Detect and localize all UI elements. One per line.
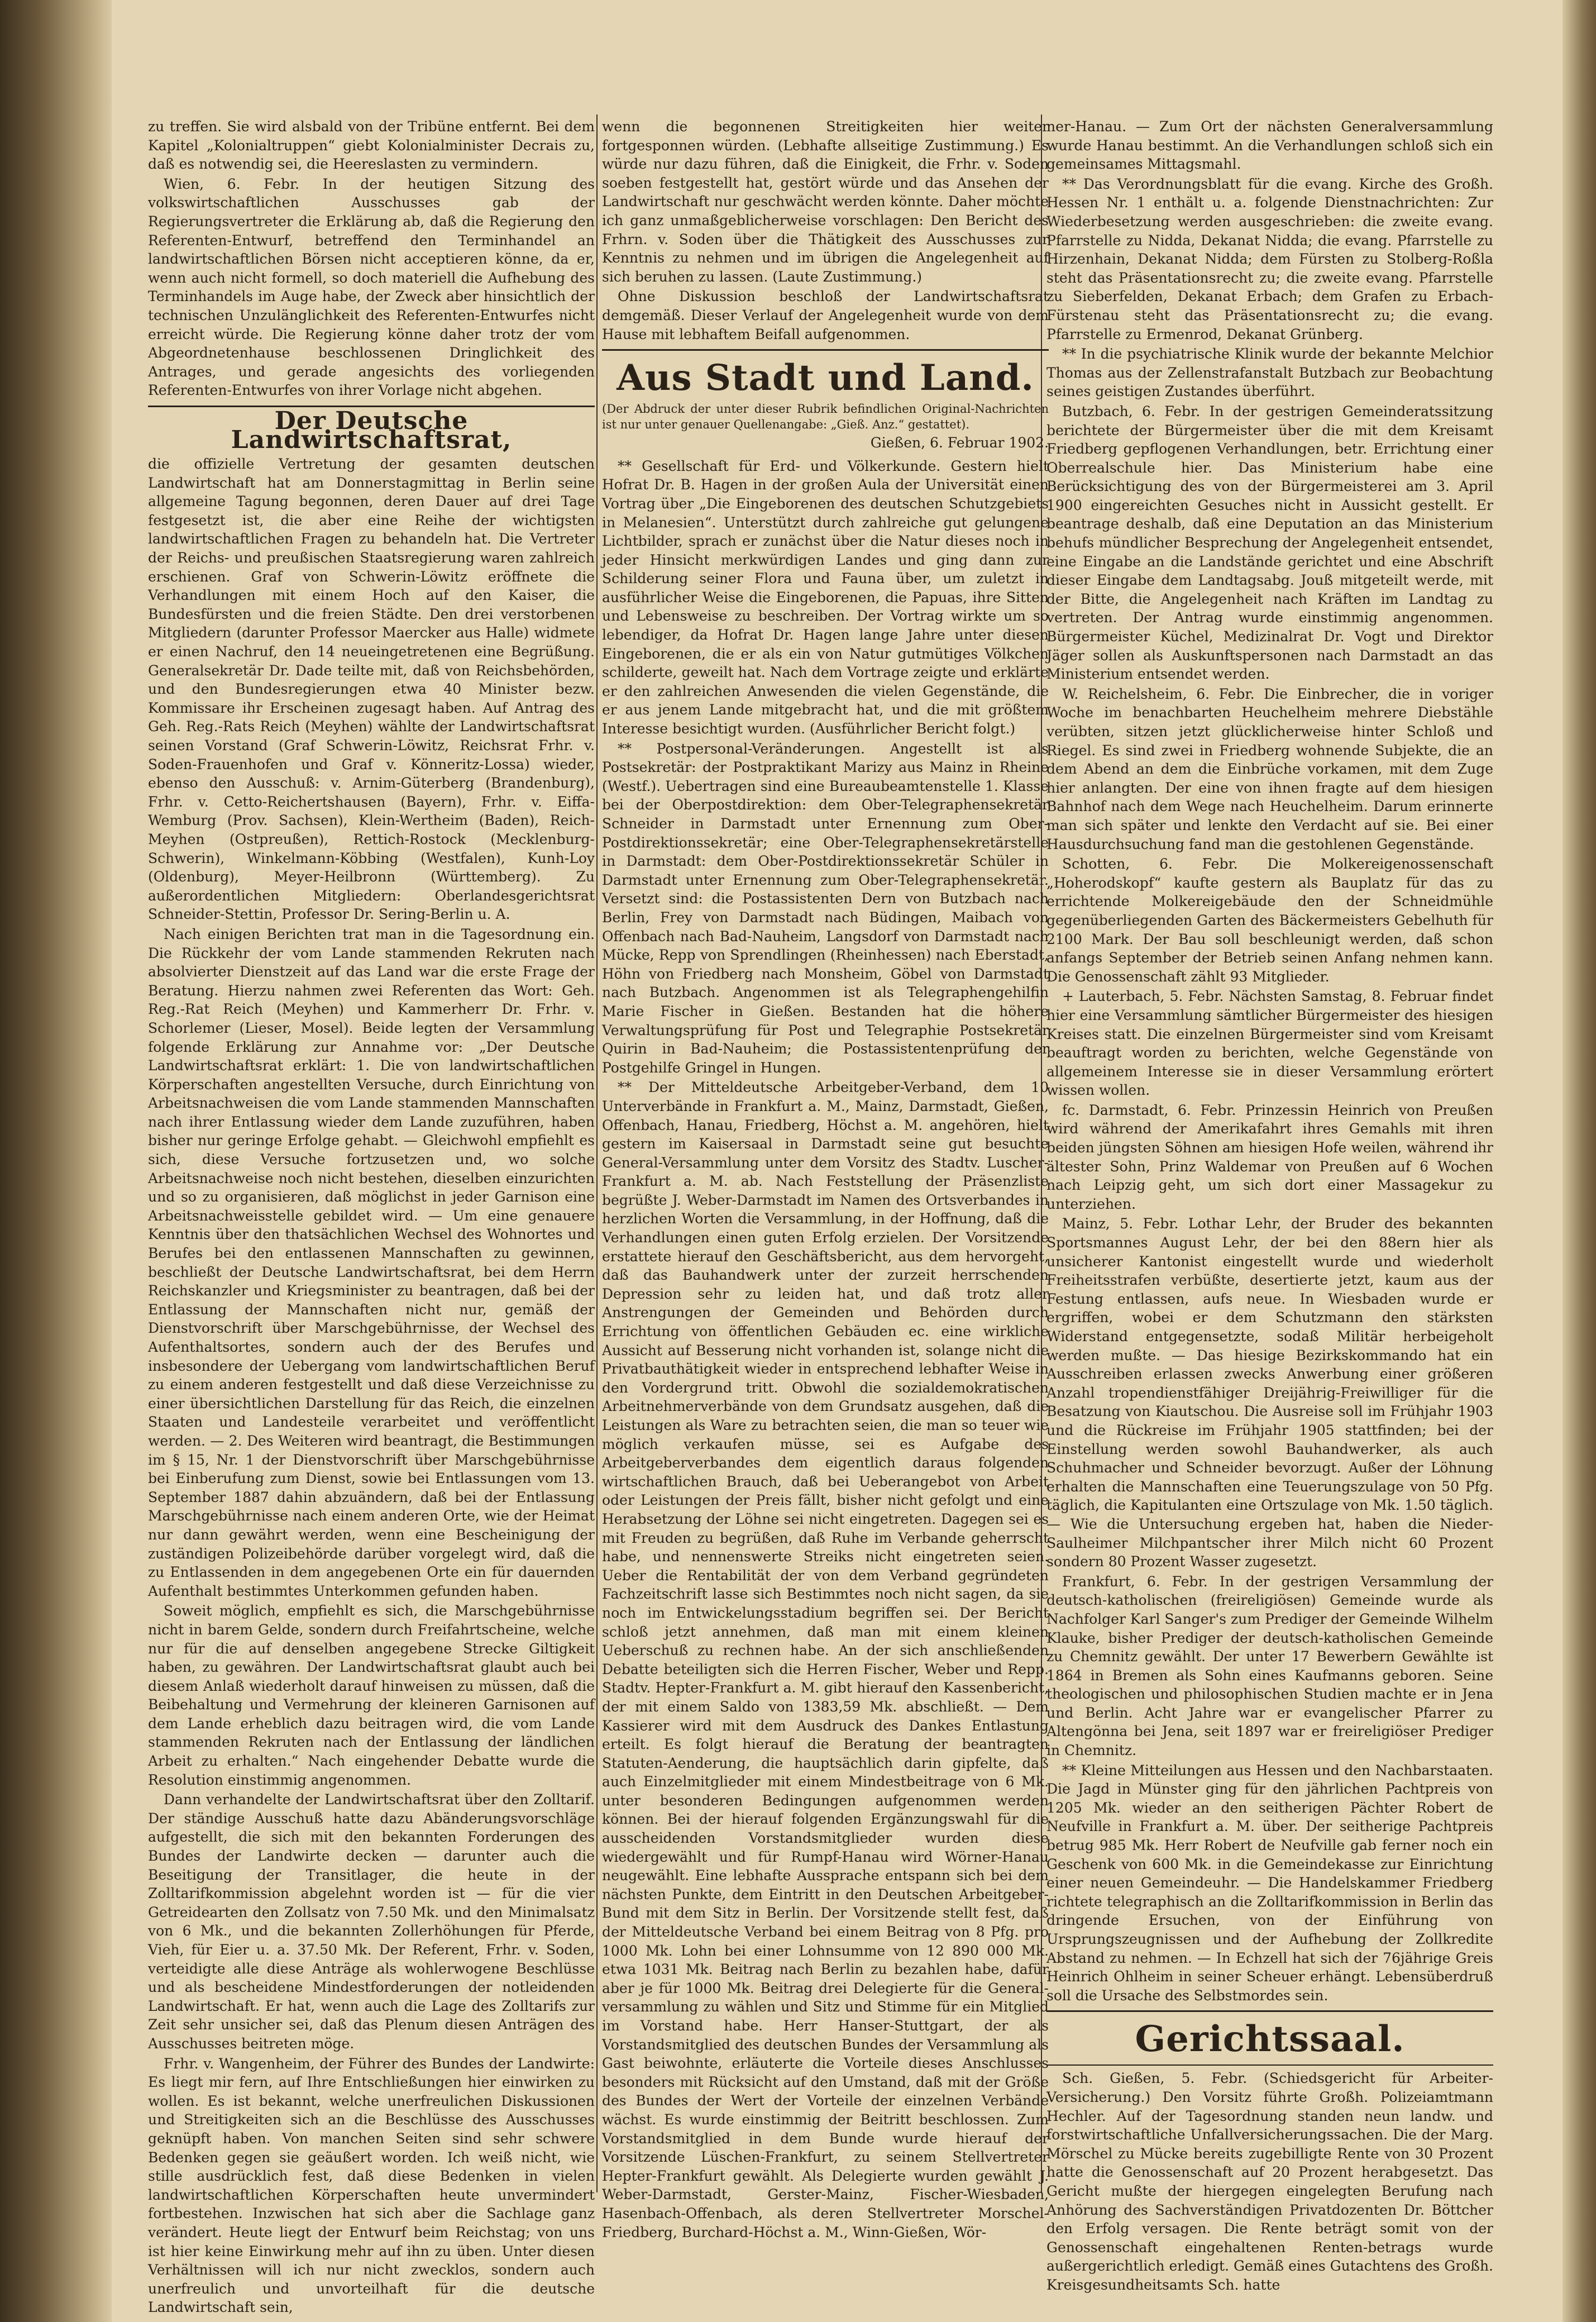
paragraph: Butzbach, 6. Febr. In der gestrigen Gemeinderatssitzung berichtete der Bürgermeister über die mit dem Kreisamt Friedberg gepflogenen Verhandlungen, betr. Errichtung einer Oberrealschule hier. Das Ministerium habe eine Berücksichtigung des von der Bürgermeisterei am 3. April 1900 eingereichten Gesuches nicht in Aussicht gestellt. Er beantrage deshalb, daß eine Deputation an das Ministerium behufs mündlicher Besprechung der Angelegenheit entsendet, eine Eingabe an die Landstände gerichtet und eine Abschrift dieser Eingabe dem Landtagsabg. Jouß mitgeteilt werde, mit der Bitte, die Angelegenheit nach Kräften im Landtag zu vertreten. Der Antrag wurde einstimmig angenommen. Bürgermeister Küchel, Medizinalrat Dr. Vogt und Direktor Jäger sollen als Auskunftspersonen nach Darmstadt an das Ministerium entsendet werden. <box>1047 403 1493 683</box>
paragraph: Ohne Diskussion beschloß der Landwirtschaftsrat demgemäß. Dieser Verlauf der Angelegenheit wurde von dem Hause mit lebhaftem Beifall aufgenommen. <box>602 288 1049 342</box>
paragraph: Frhr. v. Wangenheim, der Führer des Bundes der Landwirte: Es liegt mir fern, auf Ihre Entschließungen hier einwirken zu wollen. Es ist bekannt, welche unerfreulichen Diskussionen und Streitigkeiten sich an die Beschlüsse des Ausschusses geknüpft haben. Von manchen Seiten sind sehr schwere Bedenken gegen sie geäußert worden. Ich weiß nicht, wie stille ausdrücklich fest, daß diese Bedenken in vielen landwirtschaftlichen Körperschaften heute unvermindert fortbestehen. Inzwischen hat sich aber die Sachlage ganz verändert. Heute liegt der Entwurf beim Reichstag; von uns ist hier keine Einwirkung mehr auf ihn zu üben. Unter diesen Verhältnissen will ich nur nicht zwecklos, sondern auch unerfreulich und unvorteilhaft für die deutsche Landwirtschaft sein, <box>148 2055 595 2316</box>
paragraph: Frankfurt, 6. Febr. In der gestrigen Versammlung der deutsch-katholischen (freireligiösen) Gemeinde wurde als Nachfolger Karl Sanger's zum Prediger der Gemeinde Wilhelm Klauke, bisher Prediger der deutsch-katholischen Gemeinde zu Chemnitz gewählt. Der unter 17 Bewerbern Gewählte ist 1864 in Bremen als Sohn eines Kaufmanns geboren. Seine theologischen und philosophischen Studien machte er in Jena und Berlin. Acht Jahre war er evangelischer Pfarrer zu Altengönna bei Jena, seit 1897 war er freireligiöser Prediger in Chemnitz. <box>1047 1573 1493 1759</box>
reprint-note: (Der Abdruck der unter dieser Rubrik befindlichen Original-Nachrichten ist nur unter genauer Quellenangabe: „Gieß. Anz.“ gestattet). <box>602 402 1049 432</box>
paragraph: + Lauterbach, 5. Febr. Nächsten Samstag, 8. Februar findet hier eine Versammlung sämtlicher Bürgermeister des hiesigen Kreises statt. Die einzelnen Bürgermeister sind vom Kreisamt beauftragt worden zu berichten, welche Gegenstände von allgemeinem Interesse sie in dieser Versammlung erörtert wissen wollen. <box>1047 988 1493 1099</box>
paragraph: fc. Darmstadt, 6. Febr. Prinzessin Heinrich von Preußen wird während der Amerikafahrt ihres Gemahls mit ihren beiden jüngsten Söhnen am hiesigen Hofe weilen, während ihr ältester Sohn, Prinz Waldemar von Preußen auf 6 Wochen nach Leipzig geht, um sich dort einer Massagekur zu unterziehen. <box>1047 1102 1493 1212</box>
column-divider <box>596 115 598 2192</box>
paragraph: Schotten, 6. Febr. Die Molkereigenossenschaft „Hoherodskopf“ kaufte gestern als Bauplatz für das zu errichtende Molkereigebäude den der Schneidmühle gegenüberliegenden Garten des Bäckermeisters Gebelhuth für 2100 Mark. Der Bau soll beschleunigt werden, daß schon anfangs September der Betrieb seinen Anfang nehmen kann. Die Genossenschaft zählt 93 Mitglieder. <box>1047 856 1493 985</box>
paragraph: ** Der Mitteldeutsche Arbeitgeber-Verband, dem 10 Unterverbände in Frankfurt a. M., Mainz, Darmstadt, Gießen, Offenbach, Hanau, Friedberg, Höchst a. M. angehören, hielt gestern im Kaisersaal in Darmstadt seine gut besuchte General-Versammlung unter dem Vorsitz des Stadtv. Luscher-Frankfurt a. M. ab. Nach Feststellung der Präsenzliste begrüßte J. Weber-Darmstadt im Namen des Ortsverbandes in herzlichen Worten die Versammlung, in der Hoffnung, daß die Verhandlungen einen guten Erfolg erzielen. Der Vorsitzende erstattete hierauf den Geschäftsbericht, aus dem hervorgeht, daß das Bauhandwerk unter der zurzeit herrschenden Depression sehr zu leiden hat, und daß trotz aller Anstrengungen der Gemeinden und Behörden durch Errichtung von öffentlichen Gebäuden ec. eine wirkliche Aussicht auf Besserung nicht vorhanden ist, solange nicht die Privatbauthätigkeit wieder in entsprechend lebhafter Weise in den Vordergrund tritt. Obwohl die sozialdemokratischen Arbeitnehmerverbände von dem Grundsatz ausgehen, daß die Leistungen als Ware zu betrachten seien, die man so teuer wie möglich verkaufen müsse, sei es Aufgabe des Arbeitgeberverbandes dem eigentlich daraus folgenden wirtschaftlichen Brauch, daß bei Ueberangebot von Arbeit oder Leistungen der Preis fällt, bisher nicht gefolgt und eine Herabsetzung der Löhne sei nicht eingetreten. Dagegen sei es mit Freuden zu begrüßen, daß Ruhe im Verbande geherrscht habe, und nennenswerte Streiks nicht eingetreten seien. Ueber die Rentabilität der von dem Verband gegründeten Fachzeitschrift lasse sich Bestimmtes noch nicht sagen, da sie noch im Entwickelungsstadium begriffen sei. Der Bericht schloß jetzt annehmen, daß man mit einem kleinen Ueberschuß zu rechnen habe. An der sich anschließenden Debatte beteiligten sich die Herren Fischer, Weber und Repp. Stadtv. Hepter-Frankfurt a. M. gibt hierauf den Kassenbericht, der mit einem Saldo von 1383,59 Mk. abschließt. — Dem Kassierer wird mit dem Ausdruck des Dankes Entlastung erteilt. Es folgt hierauf die Beratung der beantragten Statuten-Aenderung, die hauptsächlich darin gipfelte, daß auch Einzelmitglieder mit einem Mindestbeitrage von 6 Mk. unter besonderen Bedingungen aufgenommen werden können. Bei der hierauf folgenden Ergänzungswahl für die ausscheidenden Vorstandsmitglieder wurden diese wiedergewählt und für Rumpf-Hanau wird Wörner-Hanau neugewählt. Eine lebhafte Aussprache entspann sich bei dem nächsten Punkte, dem Eintritt in den Deutschen Arbeitgeber-Bund mit dem Sitz in Berlin. Der Vorsitzende stellt fest, daß der Mitteldeutsche Verband bei einem Beitrag von 8 Pfg. pro 1000 Mk. Lohn bei einer Lohnsumme von 12 890 000 Mk. etwa 1031 Mk. Beitrag nach Berlin zu bezahlen habe, dafür aber je für 1000 Mk. Beitrag drei Delegierte für die General-versammlung zu wählen und Sitz und Stimme für ein Mitglied im Vorstand habe. Herr Hanser-Stuttgart, der als Vorstandsmitglied des deutschen Bundes der Versammlung als Gast beiwohnte, erläuterte die Vorteile dieses Anschlusses besonders mit Rücksicht auf den Umstand, daß mit der Größe des Bundes der Wert der Vorteile der einzelnen Verbände wächst. Es wurde einstimmig der Beitritt beschlossen. Zum Vorstandsmitglied in dem Bunde wurde hierauf der Vorsitzende Lüschen-Frankfurt, zu seinem Stellvertreter Hepter-Frankfurt gewählt. Als Delegierte wurden gewählt J. Weber-Darmstadt, Gerster-Mainz, Fischer-Wiesbaden, Hasenbach-Offenbach, als deren Stellvertreter Morschel-Friedberg, Burchard-Höchst a. M., Winn-Gießen, Wör- <box>602 1079 1049 2240</box>
paragraph: Dann verhandelte der Landwirtschaftsrat über den Zolltarif. Der ständige Ausschuß hatte dazu Abänderungsvorschläge aufgestellt, die sich mit den bekannten Forderungen des Bundes der Landwirte decken — darunter auch die Beseitigung der Transitlager, die heute in der Zolltarifkommission abgelehnt worden ist — für die vier Getreidearten den Zollsatz von 7.50 Mk. und den Minimalsatz von 6 Mk., und die bekannten Zollerhöhungen für Pferde, Vieh, für Eier u. a. 37.50 Mk. Der Referent, Frhr. v. Soden, verteidigte alle diese Anträge als wohlerwogene Beschlüsse und als bescheidene Mindestforderungen der notleidenden Landwirtschaft. Er hat, wenn auch die Lage des Zolltarifs zur Zeit sehr unsicher sei, daß das Plenum diesen Anträgen des Ausschusses beitreten möge. <box>148 1791 595 2052</box>
column-1 <box>148 117 595 2316</box>
paragraph: Wien, 6. Febr. In der heutigen Sitzung des volkswirtschaftlichen Ausschusses gab der Regierungsvertreter die Erklärung ab, daß die Regierung den Referenten-Entwurf, betreffend den Terminhandel an landwirtschaftlichen Börsen nicht acceptieren könne, da er, wenn auch nicht formell, so doch materiell die Aufhebung des Terminhandels im Auge habe, der Zweck aber hinsichtlich der technischen Unzulänglichkeit des Referenten-Entwurfes nicht erreicht würde. Die Regierung könne daher trotz der vom Abgeordnetenhause beschlossenen Dringlichkeit des Antrages, und gerade angesichts des vorliegenden Referenten-Entwurfes von ihrer Vorlage nicht abgehen. <box>148 175 595 399</box>
paragraph: ** Postpersonal-Veränderungen. Angestellt ist als Postsekretär: der Postpraktikant Marizy aus Mainz in Rheine (Westf.). Uebertragen sind eine Bureaubeamtenstelle 1. Klasse bei der Oberpostdirektion: dem Ober-Telegraphensekretär Schneider in Darmstadt unter Ernennung zum Ober-Postdirektionssekretär; eine Ober-Telegraphensekretärstelle in Darmstadt: dem Ober-Postdirektionssekretär Schüler in Darmstadt unter Ernennung zum Ober-Telegraphensekretär. Versetzt sind: die Postassistenten Dern von Butzbach nach Berlin, Frey von Darmstadt nach Büdingen, Maibach von Offenbach nach Bad-Nauheim, Langsdorf von Darmstadt nach Mücke, Repp von Sprendlingen (Rheinhessen) nach Eberstadt, Höhn von Friedberg nach Monsheim, Göbel von Darmstadt nach Butzbach. Angenommen ist als Telegraphengehilfin Marie Fischer in Gießen. Bestanden hat die höhere Verwaltungsprüfung für Post und Telegraphie Postsekretär Quirin in Bad-Nauheim; die Postassistentenprüfung der Postgehilfe Gringel in Hungen. <box>602 740 1049 1076</box>
section-rule <box>602 349 1049 351</box>
paragraph: ner-Hanau. — Zum Ort der nächsten Generalversammlung wurde Hanau bestimmt. An die Verhandlungen schloß sich ein gemeinsames Mittagsmahl. <box>1047 118 1493 173</box>
paragraph: Mainz, 5. Febr. Lothar Lehr, der Bruder des bekannten Sportsmannes August Lehr, der bei den 88ern hier als unsicherer Kantonist eingestellt wurde und wiederholt Freiheitsstrafen verbüßte, desertierte jetzt, kaum aus der Festung entlassen, aufs neue. In Wiesbaden wurde er ergriffen, wobei er dem Schutzmann den stärksten Widerstand entgegensetzte, sodaß Militär herbeigeholt werden mußte. — Das hiesige Bezirkskommando hat ein Ausschreiben erlassen zwecks Anwerbung einer größeren Anzahl tropendienstfähiger Dreijährig-Freiwilliger für die Besatzung von Kiautschou. Die Ausreise soll im Frühjahr 1903 und die Rückreise im Frühjahr 1905 stattfinden; bei der Einstellung werden sowohl Bauhandwerker, als auch Schuhmacher und Schneider bevorzugt. Außer der Löhnung erhalten die Mannschaften eine Teuerungszulage von 50 Pfg. täglich, die Kapitulanten eine Ortszulage von Mk. 1.50 täglich. — Wie die Untersuchung ergeben hat, haben die Nieder-Saulheimer Milchpantscher ihrer Milch nicht 60 Prozent sondern 80 Prozent Wasser zugesetzt. <box>1047 1215 1493 1570</box>
book-spine <box>0 0 112 2322</box>
paragraph: Nach einigen Berichten trat man in die Tagesordnung ein. Die Rückkehr der vom Lande stammenden Rekruten nach absolvierter Dienstzeit auf das Land war die erste Frage der Beratung. Hierzu nahmen zwei Referenten das Wort: Geh. Reg.-Rat Reich (Meyhen) und Kammerherr Dr. Frhr. v. Schorlemer (Lieser, Mosel). Beide legten der Versammlung folgende Erklärung zur Annahme vor: „Der Deutsche Landwirtschaftsrat erklärt: 1. Die von landwirtschaftlichen Körperschaften angestellten Versuche, durch Einrichtung von Arbeitsnachweisen die vom Lande stammenden Mannschaften nach ihrer Entlassung wieder dem Lande zuzuführen, haben bisher nur geringe Erfolge gehabt. — Gleichwohl empfiehlt es sich, diese Versuche fortzusetzen und, wo solche Arbeitsnachweise noch nicht bestehen, dieselben einzurichten und so zu organisieren, daß möglichst in jeder Garnison eine Arbeitsnachweisstelle gebildet wird. — Um eine genauere Kenntnis über den thatsächlichen Wechsel des Wohnortes und Berufes bei den entlassenen Mannschaften zu gewinnen, beschließt der Deutsche Landwirtschaftsrat, bei dem Herrn Reichskanzler und Kriegsminister zu beantragen, daß bei der Entlassung der Mannschaften nicht nur, gemäß der Dienstvorschrift über Marschgebührnisse, der Wechsel des Aufenthaltsortes, sondern auch der des Berufes und insbesondere der Uebergang vom landwirtschaftlichen Beruf zu einem anderen festgestellt und daß diese Verzeichnisse zu einer übersichtlichen Darstellung für das Reich, die einzelnen Staaten und Landesteile verarbeitet und veröffentlicht werden. — 2. Des Weiteren wird beantragt, die Bestimmungen im § 15, Nr. 1 der Dienstvorschrift über Marschgebührnisse bei Einberufung zum Dienst, sowie bei Entlassungen vom 13. September 1887 dahin abzuändern, daß bei der Entlassung Marschgebührnisse nach einem anderen Orte, wie der Heimat nur dann gewährt werden, wenn eine Bescheinigung der zuständigen Polizeibehörde darüber vorgelegt wird, daß die zu Entlassenden in dem angegebenen Orte ein für dauernden Aufenthalt bestimmtes Unterkommen gefunden haben. <box>148 926 595 1599</box>
paragraph: Sch. Gießen, 5. Febr. (Schiedsgericht für Arbeiter-Versicherung.) Den Vorsitz führte Großh. Polizeiamtmann Hechler. Auf der Tagesordnung standen neun landw. und forstwirtschaftliche Unfallversicherungssachen. Die der Marg. Mörschel zu Mücke bereits zugebilligte Rente von 30 Prozent hatte die Genossenschaft auf 20 Prozent herabgesetzt. Das Gericht mußte der hiergegen eingelegten Berufung nach Anhörung des Sachverständigen Privatdozenten Dr. Böttcher den Erfolg versagen. Die Rente beträgt somit von der Genossenschaft eingehaltenen Renten-betrags wurde außergerichtlich erledigt. Gemäß eines Gutachtens des Großh. Kreisgesundheitsamts Sch. hatte <box>1047 2070 1493 2293</box>
paragraph: die offizielle Vertretung der gesamten deutschen Landwirtschaft hat am Donnerstagmittag in Berlin seine allgemeine Tagung begonnen, deren Dauer auf drei Tage festgesetzt ist, die aber eine Reihe der wichtigsten landwirtschaftlichen Fragen zu behandeln hat. Die Vertreter der Reichs- und preußischen Staatsregierung waren zahlreich erschienen. Graf von Schwerin-Löwitz eröffnete die Verhandlungen mit einem Hoch auf den Kaiser, die Bundesfürsten und die freien Städte. Den drei verstorbenen Mitgliedern (darunter Professor Maercker aus Halle) widmete er einen Nachruf, den 14 neueingetretenen eine Begrüßung. Generalsekretär Dr. Dade teilte mit, daß von Reichsbehörden, und den Bundesregierungen etwa 40 Minister bezw. Kommissare ihr Erscheinen zugesagt haben. Auf Antrag des Geh. Reg.-Rats Reich (Meyhen) wählte der Landwirtschaftsrat seinen Vorstand (Graf Schwerin-Löwitz, Reichsrat Frhr. v. Soden-Frauenhofen und Graf v. Könneritz-Lossa) wieder, ebenso den Ausschuß: v. Arnim-Güterberg (Brandenburg), Frhr. v. Cetto-Reichertshausen (Bayern), Frhr. v. Eiffa-Wemburg (Prov. Sachsen), Klein-Wertheim (Baden), Reich-Meyhen (Ostpreußen), Rettich-Rostock (Mecklenburg-Schwerin), Winkelmann-Köbbing (Westfalen), Kunh-Loy (Oldenburg), Meyer-Heilbronn (Württemberg). Zu außerordentlichen Mitgliedern: Oberlandesgerichtsrat Schneider-Stettin, Professor Dr. Sering-Berlin u. A. <box>148 456 595 923</box>
section-heading: Aus Stadt und Land. <box>617 357 1034 399</box>
column-2 <box>602 117 1049 2240</box>
paragraph: ** Das Verordnungsblatt für die evang. Kirche des Großh. Hessen Nr. 1 enthält u. a. folgende Dienstnachrichten: Zur Wiederbesetzung werden ausgeschrieben: die zweite evang. Pfarrstelle zu Nidda, Dekanat Nidda; die evang. Pfarrstelle zu Hirzenhain, Dekanat Nidda; dem Fürsten zu Stolberg-Roßla steht das Präsentationsrecht zu; die zweite evang. Pfarrstelle zu Sieberfelden, Dekanat Erbach; dem Grafen zu Erbach-Fürstenau steht das Präsentationsrecht zu; die evang. Pfarrstelle zu Ermenrod, Dekanat Grünberg. <box>1047 175 1493 342</box>
paragraph: ** Kleine Mitteilungen aus Hessen und den Nachbarstaaten. Die Jagd in Münster ging für den jährlichen Pachtpreis von 1205 Mk. wieder an den seitherigen Pächter Robert de Neufville in Frankfurt a. M. über. Der seitherige Pachtpreis betrug 985 Mk. Herr Robert de Neufville gab ferner noch ein Geschenk von 600 Mk. in die Gemeindekasse zur Einrichtung einer neuen Gemeindeuhr. — Die Handelskammer Friedberg richtete telegraphisch an die Zolltarifkommission in Berlin das dringende Ersuchen, von der Einführung von Ursprungszeugnissen und der Aufhebung der Zollkredite Abstand zu nehmen. — In Echzell hat sich der 76jährige Greis Heinrich Ohlheim in seiner Scheuer erhängt. Lebensüberdruß soll die Ursache des Selbstmordes sein. <box>1047 1762 1493 2004</box>
page-edge <box>1562 0 1596 2322</box>
section-heading: Der Deutsche Landwirtschaftsrat, <box>231 406 512 454</box>
paragraph: zu treffen. Sie wird alsbald von der Tribüne entfernt. Bei dem Kapitel „Kolonialtruppen“ giebt Kolonialminister Decrais zu, daß es notwendig sei, die Heereslasten zu vermindern. <box>148 118 595 173</box>
dateline: Gießen, 6. Februar 1902. <box>870 435 1049 451</box>
section-heading: Gerichtssaal. <box>1135 2018 1405 2061</box>
section-rule <box>1047 2064 1493 2066</box>
paragraph: W. Reichelsheim, 6. Febr. Die Einbrecher, die in voriger Woche im benachbarten Heuchelheim mehrere Diebstähle verübten, sitzen jetzt glücklicherweise hinter Schloß und Riegel. Es sind zwei in Friedberg wohnende Subjekte, die an dem Abend an dem die Einbrüche vorkamen, mit dem Zuge hier anlangten. Der eine von ihnen fragte auf dem hiesigen Bahnhof nach dem Wege nach Heuchelheim. Darum erinnerte man sich später und lenkte den Verdacht auf sie. Bei einer Hausdurchsuchung fand man die gestohlenen Gegenstände. <box>1047 685 1493 852</box>
section-rule <box>1047 2010 1493 2012</box>
paragraph: ** In die psychiatrische Klinik wurde der bekannte Melchior Thomas aus der Zellenstrafanstalt Butzbach zur Beobachtung seines geistigen Zustandes überführt. <box>1047 346 1493 400</box>
paragraph: ** Gesellschaft für Erd- und Völkerkunde. Gestern hielt Hofrat Dr. B. Hagen in der großen Aula der Universität einen Vortrag über „Die Eingeborenen des deutschen Schutzgebiets in Melanesien“. Unterstützt durch zahlreiche gut gelungene Lichtbilder, sprach er zunächst über die Natur dieses noch in jeder Hinsicht merkwürdigen Landes und ging dann zur Schilderung seiner Flora und Fauna über, um zuletzt in ausführlicher Weise die Eingeborenen, die Papuas, ihre Sitten und Lebensweise zu beschreiben. Der Vortrag wirkte um so lebendiger, da Hofrat Dr. Hagen lange Jahre unter diesen Eingeborenen, die er als ein von Natur gutmütiges Völkchen schilderte, geweilt hat. Nach dem Vortrage zeigte und erklärte er den zahlreichen Anwesenden die vielen Gegenstände, die er aus jenem Lande mitgebracht hat, und die mit größtem Interesse besichtigt wurden. (Ausführlicher Bericht folgt.) <box>602 457 1049 737</box>
paragraph: wenn die begonnenen Streitigkeiten hier weiter fortgesponnen würden. (Lebhafte allseitige Zustimmung.) Es würde nur dazu führen, daß die Einigkeit, die Frhr. v. Soden soeben festgestellt hat, gestört würde und das Ansehen der Landwirtschaft nur geschwächt werden könnte. Daher möchte ich ganz unmaßgeblicherweise vorschlagen: Den Bericht des Frhrn. v. Soden über die Thätigkeit des Ausschusses zur Kenntnis zu nehmen und im übrigen die Angelegenheit auf sich beruhen zu lassen. (Laute Zustimmung.) <box>602 118 1049 285</box>
column-3 <box>1047 117 1493 2293</box>
paragraph: Soweit möglich, empfiehlt es sich, die Marschgebührnisse nicht in barem Gelde, sondern durch Freifahrtscheine, welche nur für die auf denselben angegebene Strecke Giltigkeit haben, zu gewähren. Der Landwirtschaftsrat glaubt auch bei diesem Anlaß wiederholt darauf hinweisen zu müssen, daß die Beibehaltung und Vermehrung der kleineren Garnisonen auf dem Lande erheblich dazu beitragen wird, die vom Lande stammenden Rekruten nach der Entlassung der ländlichen Arbeit zu erhalten.“ Nach eingehender Debatte wurde die Resolution einstimmig angenommen. <box>148 1603 595 1788</box>
